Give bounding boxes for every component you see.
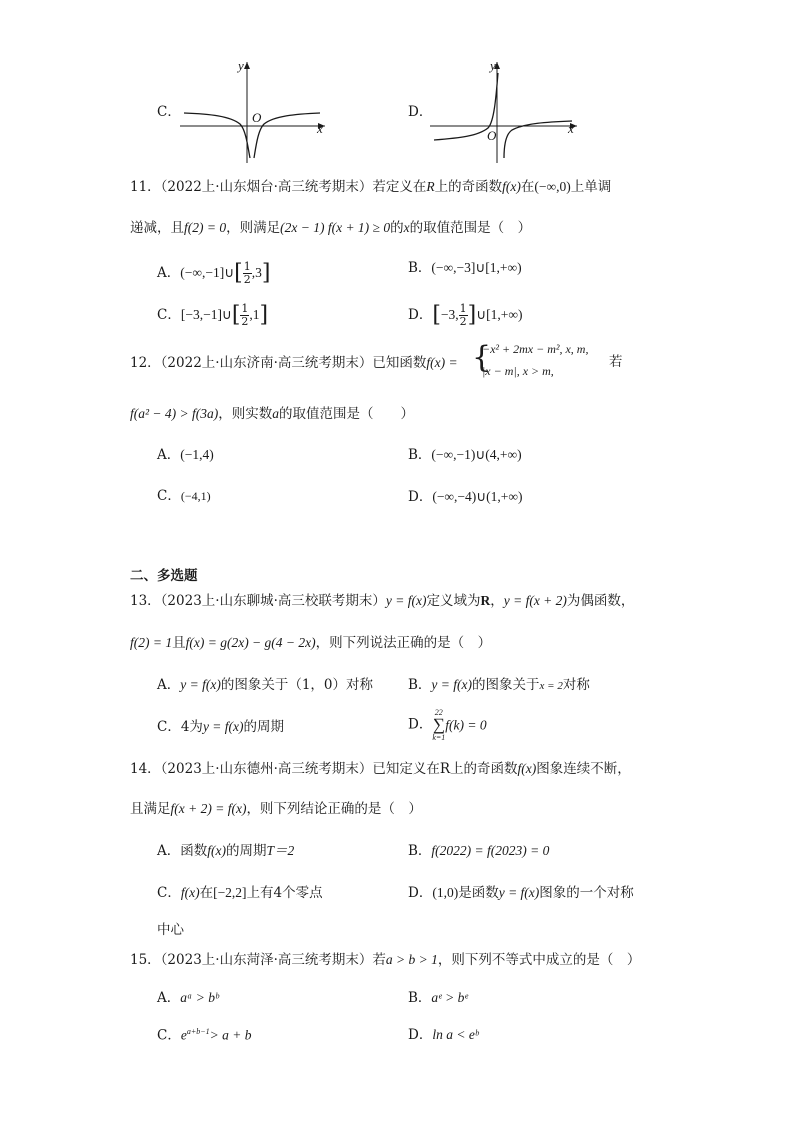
q14-option-d: D．(1,0)是函数y = f(x)图象的一个对称 — [408, 885, 634, 901]
graph-c-axis-x: x — [317, 121, 323, 136]
q13-option-a: A．y = f(x)的图象关于（1，0）对称 — [157, 677, 374, 693]
q12-line2: f(a² − 4) > f(3a)，则实数a的取值范围是（ ） — [130, 406, 415, 422]
q12-option-c: C．(−4,1) — [157, 488, 211, 504]
option-c-label: C． — [157, 104, 181, 120]
q13-option-c: C．4为y = f(x)的周期 — [157, 719, 285, 735]
graph-d — [430, 58, 582, 166]
q15-line1: 15．（2023上·山东菏泽·高三统考期末）若a > b > 1，则下列不等式中成立的是（ ） — [130, 952, 641, 968]
q15-option-a: A．aᵃ > bᵇ — [157, 990, 219, 1006]
q11-line2: 递减，且f(2) = 0，则满足(2x − 1) f(x + 1) ≥ 0的x的取值范围是（ ） — [130, 220, 532, 236]
graph-d-axis-y: y — [490, 58, 496, 73]
q13-line2: f(2) = 1且f(x) = g(2x) − g(4 − 2x)，则下列说法正确的是（ ） — [130, 635, 492, 651]
graph-c-axis-y: y — [238, 58, 244, 73]
q15-option-b: B．aᵉ > bᵉ — [408, 990, 468, 1006]
q14-option-a: A．函数f(x)的周期T＝2 — [157, 843, 295, 859]
q13-option-d: D． 22 ∑ k=1 f(k) = 0 — [408, 708, 487, 742]
q14-option-d-cont: 中心 — [157, 922, 184, 938]
q14-line2: 且满足f(x + 2) = f(x)，则下列结论正确的是（ ） — [130, 801, 422, 817]
q12-option-a: A．(−1,4) — [157, 447, 214, 463]
q11-option-d: D．[−3, $\frac{1}{2}$ ]∪[1,+∞) — [408, 302, 523, 328]
q15-option-d: D．ln a < eᵇ — [408, 1027, 479, 1043]
graph-d-origin: O — [487, 128, 497, 143]
option-d-label: D． — [408, 104, 433, 120]
q12-option-d: D．(−∞,−4)∪(1,+∞) — [408, 489, 523, 505]
q11-option-b: B．(−∞,−3]∪[1,+∞) — [408, 260, 522, 276]
q12-option-b: B．(−∞,−1)∪(4,+∞) — [408, 447, 522, 463]
q15-option-c: C．$e^{a+b-1}> a + b$ — [157, 1027, 252, 1044]
q13-line1: 13．（2023上·山东聊城·高三校联考期末）y = f(x)定义域为R，y = f(x + 2)为偶函数， — [130, 593, 635, 609]
section-title-multiple-choice: 二、多选题 — [130, 568, 198, 584]
q12-line1: 12．（2022上·山东济南·高三统考期末）已知函数f(x) = — [130, 355, 458, 371]
q14-line1: 14．（2023上·山东德州·高三统考期末）已知定义在R上的奇函数f(x)图象连续不断， — [130, 761, 631, 777]
graph-c-origin: O — [252, 110, 262, 125]
q11-option-a: A．(−∞,−1]∪[ $\frac{1}{2}$ ,3] — [157, 260, 271, 286]
q11-line1: 11．（2022上·山东烟台·高三统考期末）若定义在R上的奇函数f(x)在(−∞,0)上单调 — [130, 179, 612, 195]
q11-option-c: C．[−3,−1]∪[ $\frac{1}{2}$ ,1] — [157, 302, 269, 328]
q14-option-b: B．f(2022) = f(2023) = 0 — [408, 843, 550, 859]
graph-d-axis-x: x — [568, 121, 574, 136]
q14-option-c: C．f(x)在[−2,2]上有4个零点 — [157, 885, 323, 901]
q12-tail: 若 — [609, 354, 623, 370]
q13-option-b: B．y = f(x)的图象关于x = 2对称 — [408, 677, 590, 693]
summation: 22 ∑ k=1 — [432, 708, 446, 742]
